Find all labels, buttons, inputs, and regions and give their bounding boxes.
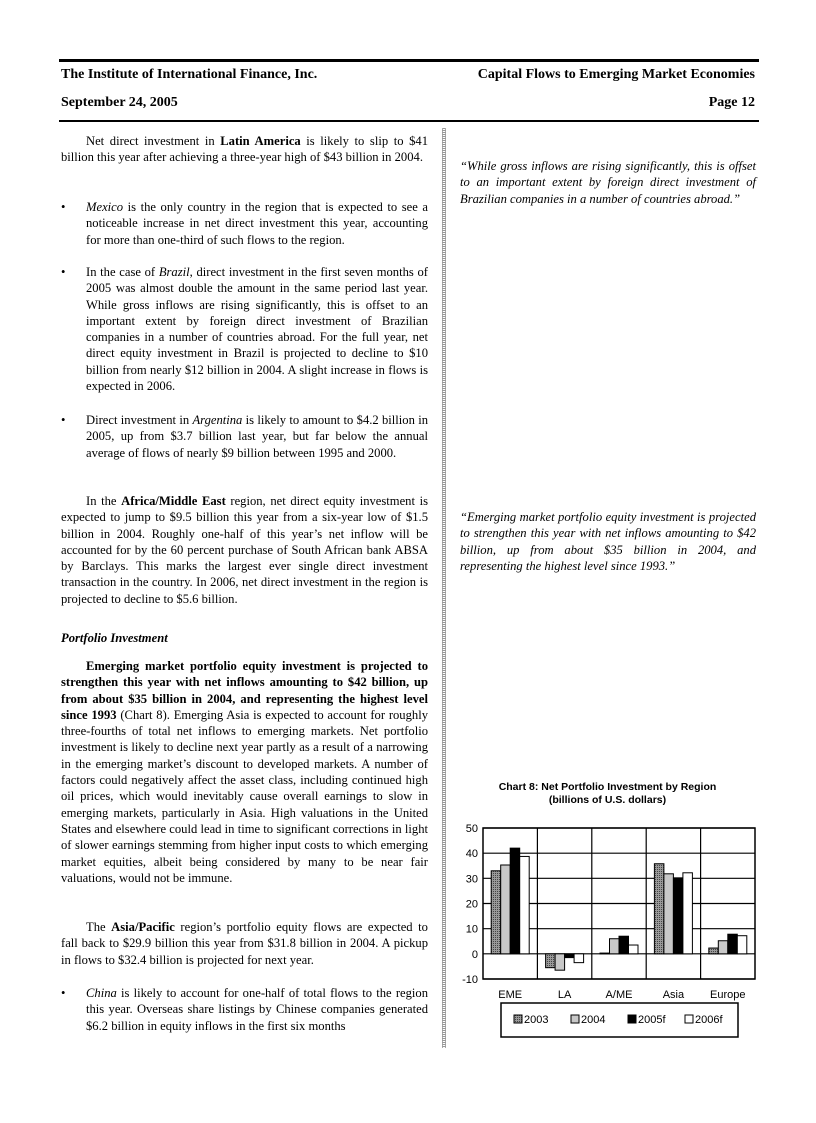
bar-2006f-europe (737, 936, 747, 954)
text-segment: The (86, 920, 112, 934)
bar-2003-europe (709, 948, 719, 954)
bar-2003-eme (491, 871, 501, 954)
paragraph-latin-america (61, 133, 428, 166)
bar-2003-asia (654, 864, 664, 954)
legend-label: 2005f (638, 1014, 666, 1026)
bar-2005f-eme (510, 848, 520, 954)
emphasis-text: Argentina (192, 413, 243, 427)
text-segment: region, net direct equity investment is expected to jump to $9.5 billion this year from a six-year low of $1.5 billion in 2004. Roughly one-half of this year’s net inflow will be accounted for by the 60 percent purchase of South African bank ABSA by Barclays. This marks the largest ever single direct investment transaction in the country. In 2006, net direct investment in the region is projected to decline to $5.6 billion. (61, 494, 428, 606)
chart-subtitle: (billions of U.S. dollars) (548, 794, 667, 806)
text-segment: is likely to amount to $4.2 billion in 2005, up from $3.7 billion last year, but far below the annual average of flows of nearly $9 billion between 1995 and 2000. (86, 413, 428, 460)
bar-2005f-europe (728, 934, 738, 954)
emphasis-text: Portfolio Investment (61, 631, 168, 645)
text-segment: In the case of (86, 265, 159, 279)
y-tick-label: 30 (465, 873, 478, 886)
emphasis-text: Brazil (158, 265, 190, 279)
emphasis-text: Emerging market portfolio equity investment is projected to strengthen this year with net inflows amounting to $42 billion, up from about $35 billion in 2004, and representing the highest level since 1993 (61, 659, 428, 722)
top-rule (59, 59, 759, 62)
bullet-china (61, 985, 428, 1034)
legend-label: 2003 (524, 1014, 549, 1026)
legend-swatch (571, 1015, 579, 1023)
chart-title (470, 781, 745, 807)
section-heading-portfolio (61, 630, 428, 646)
x-tick-label: Asia (662, 989, 685, 1001)
pull-quote-brazil: “While gross inflows are rising significantly, this is offset to an important extent by foreign direct investment of Brazilian companies in a number of countries abroad.” (460, 159, 756, 206)
paragraph-africa-middle-east (61, 493, 428, 607)
paragraph-portfolio (61, 658, 428, 886)
bullet-text (86, 200, 428, 247)
bar-2004-europe (718, 941, 728, 954)
text-segment: Net direct investment in (86, 134, 221, 148)
bar-2003-la (546, 954, 556, 968)
bullet-argentina (61, 412, 428, 461)
chart-title-text: Chart 8: Net Portfolio Investment by Region (498, 781, 717, 793)
report-date: September 24, 2005 (61, 95, 178, 110)
text-segment: Direct investment in (86, 413, 193, 427)
legend-label: 2004 (581, 1014, 606, 1026)
bullet-text (86, 413, 428, 460)
emphasis-text: Africa/Middle East (121, 494, 226, 508)
y-tick-label: 0 (471, 948, 478, 961)
emphasis-text: Mexico (86, 200, 124, 214)
bullet-marker: • (61, 200, 66, 214)
text-segment: region’s portfolio equity flows are expected to fall back to $29.9 billion this year from $31.8 billion in 2004. A pickup in flows to $32.4 billion is projected for next year. (61, 920, 428, 967)
bullet-marker: • (61, 413, 66, 427)
text-segment: is the only country in the region that is expected to see a noticeable increase in net direct investment this year, accounting for more than one-third of such flows to the region. (86, 200, 428, 247)
bar-2004-eme (501, 865, 511, 954)
x-tick-label: EME (498, 989, 523, 1001)
emphasis-text: Asia/Pacific (111, 920, 175, 934)
page-number: Page 12 (708, 95, 755, 110)
legend-swatch (628, 1015, 636, 1023)
bullet-text (86, 265, 428, 393)
legend-swatch (685, 1015, 693, 1023)
y-tick-label: 20 (465, 898, 478, 911)
emphasis-text: Latin America (220, 134, 301, 148)
bullet-text (86, 986, 428, 1033)
emphasis-text: China (86, 986, 117, 1000)
pull-quote-portfolio: “Emerging market portfolio equity investment is projected to strengthen this year with net inflows amounting to $42 billion, up from about $35 billion in 2004, and representing the highest level since 1993.” (460, 510, 756, 573)
bar-2006f-asia (683, 873, 693, 954)
bar-2006f-eme (520, 856, 530, 953)
y-tick-label: 10 (465, 923, 478, 936)
bullet-mexico (61, 199, 428, 248)
text-segment: , direct investment in the first seven months of 2005 was almost double the amount in the same period last year. While gross inflows are rising significantly, this is offset to an important extent by foreign direct investment of Brazilian companies in a number of countries abroad. For the full year, net direct equity investment in Brazil is projected to decline to $10 billion from nearly $12 billion in 2004. A slight increase in flows is expected in 2006. (86, 265, 428, 394)
x-tick-label: A/ME (605, 989, 633, 1001)
x-tick-label: LA (557, 989, 572, 1001)
y-tick-label: -10 (462, 974, 478, 986)
paragraph-asia-pacific (61, 919, 428, 968)
bullet-marker: • (61, 265, 66, 279)
header-rule (59, 120, 759, 122)
bar-2005f-ame (619, 936, 629, 954)
text-segment: (Chart 8). Emerging Asia is expected to account for roughly three-fourths of total net inflows to emerging markets. Net portfolio investment is likely to decline next year partly as a result of a narrowing in the emerging market’s discount to developed markets. A number of factors could negatively affect the asset class, including continued high oil prices, which would inevitably cause overall earnings to slow in emerging markets, particularly in Asia. High valuations in the United States and elsewhere could lead in time to significant corrections in light of slower earnings stemming from higher input costs to which emerging market equities, albeit being considered by many to be near fair valuations, would not be immune. (61, 707, 428, 885)
bullet-marker: • (61, 986, 66, 1000)
bar-2004-asia (664, 874, 674, 954)
bar-2006f-ame (629, 945, 639, 954)
bar-2003-ame (600, 953, 610, 954)
bar-2004-ame (610, 939, 620, 954)
bar-2004-la (555, 954, 565, 970)
bar-2005f-asia (673, 878, 683, 954)
y-tick-label: 40 (465, 848, 478, 861)
text-segment: is likely to slip to $41 billion this year after achieving a three-year high of $43 billion in 2004. (61, 134, 428, 165)
text-segment: In the (86, 494, 122, 508)
bar-chart (455, 815, 765, 1045)
report-title: Capital Flows to Emerging Market Economies (477, 67, 755, 82)
bullet-brazil (61, 264, 428, 394)
y-tick-label: 50 (465, 823, 478, 835)
text-segment: is likely to account for one-half of total flows to the region this year. Overseas share listings by Chinese companies generated $6.2 billion in equity inflows in the first six months (86, 986, 428, 1033)
org-name: The Institute of International Finance, Inc. (61, 67, 318, 82)
column-divider (442, 128, 446, 1048)
bar-2006f-la (574, 954, 584, 963)
legend-swatch (514, 1015, 522, 1023)
bar-2005f-la (565, 954, 575, 958)
legend-label: 2006f (695, 1014, 723, 1026)
x-tick-label: Europe (710, 989, 746, 1001)
